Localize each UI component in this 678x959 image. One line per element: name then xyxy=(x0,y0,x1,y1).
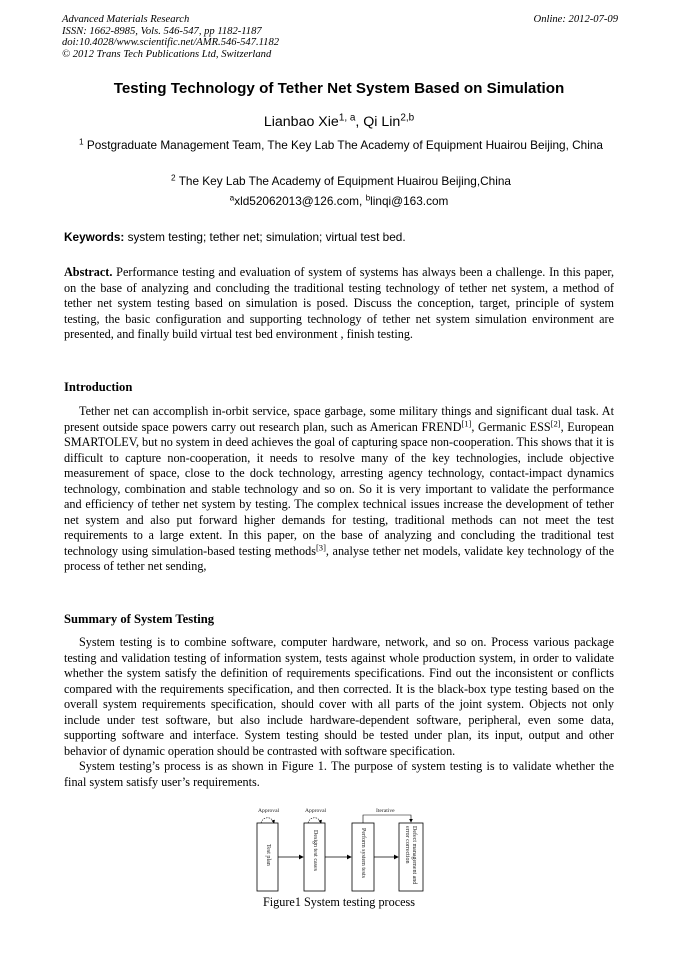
figure-1-diagram xyxy=(256,806,426,892)
email-b-sup: b xyxy=(365,193,371,203)
approval-label-1: Approval xyxy=(258,808,280,814)
box-test-plan-label: Test plan xyxy=(265,844,271,866)
affiliation-2 xyxy=(76,174,606,189)
intro-text-3: , European SMARTOLEV, but no system in deed achieves the goal of capturing space non-cooperation. This shows that it is difficult to capture non-cooperation, it needs to resolve many of the key technologies, include objective measurement of space, close to the dock technology, arresting agency technology, contact-impact dynamics technology, combination and stable technology and so on. So it is very important to validate the performance and efficiency of tether net system by testing. The complex technical issues increase the development of tether net system and also put forward higher demands for testing, traditional methods can not meet the test requirements to a large extent. In this paper, on the base of analyzing and concluding the traditional test technology using simulation-based testing methods xyxy=(64,419,614,558)
email-a-sup: a xyxy=(229,193,235,203)
iterative-label: Iterative xyxy=(376,808,395,814)
journal-name: Advanced Materials Research xyxy=(62,14,190,25)
summary-paragraph-2: System testing’s process is as shown in Figure 1. The purpose of system testing is to validate whether the final system satisfy user’s requirements. xyxy=(64,759,614,789)
abstract xyxy=(64,265,614,343)
affiliation-1-num: 1 xyxy=(79,137,84,147)
affiliation-2-num: 2 xyxy=(171,173,176,183)
journal-issn: ISSN: 1662-8985, Vols. 546-547, pp 1182-1187 xyxy=(62,25,262,37)
keywords-label: Keywords: xyxy=(64,230,125,244)
affiliation-1 xyxy=(76,138,606,153)
iterative-loop xyxy=(363,815,411,823)
online-date: Online: 2012-07-09 xyxy=(533,14,618,25)
abstract-text: Performance testing and evaluation of system of systems has always been a challenge. In this paper, on the base of analyzing and concluding the traditional testing technology of tether net system, a method of tether net system testing based on simulation is posed. Discuss the conception, target, principle of system testing, the basic configuration and supporting technology of tether net system simulation environment are presented, and finally build virtual test bed environment , finish testing. xyxy=(64,265,614,342)
affiliation-2-text: The Key Lab The Academy of Equipment Huairou Beijing,China xyxy=(175,174,511,188)
email-b: linqi@163.com xyxy=(370,194,449,208)
approval-loop-2 xyxy=(308,818,321,823)
intro-ref-1: [1] xyxy=(461,417,472,428)
introduction-heading: Introduction xyxy=(64,380,133,394)
author-2-sup: 2,b xyxy=(400,112,415,124)
box-perform-system-tests-label: Perform system tests xyxy=(360,828,366,878)
journal-header xyxy=(62,14,618,60)
intro-text-2: , Germanic ESS xyxy=(471,419,551,434)
keywords xyxy=(64,230,406,244)
email-line xyxy=(0,194,678,208)
email-separator: , xyxy=(359,194,366,208)
figure-1-caption: Figure1 System testing process xyxy=(263,895,415,909)
author-separator: , xyxy=(355,114,364,130)
approval-label-2: Approval xyxy=(305,808,327,814)
summary-body xyxy=(64,635,614,790)
approval-loop-1 xyxy=(261,818,274,823)
summary-paragraph-1: System testing is to combine software, computer hardware, network, and so on. Process various package testing and validation testing of information system, tests against whole production system, in order to validate whether the system satisfy the definition of requirements specifications. Find out the inconsistent or conflicts compared with the requirements specification, and then corrected. It is the black-box type testing based on the overall system requirements specification, should cover with all parts of the joint system. Objects not only include under test software, but also include hardware-dependent software, peripheral, even some data, supporting software and interface. System testing should be tested under plan, its input, output and other behavior of dynamic operation should be contrasted with software specification. xyxy=(64,635,614,758)
author-1-sup: 1, a xyxy=(338,112,356,124)
intro-ref-3: [3] xyxy=(315,542,326,553)
introduction-body xyxy=(64,404,614,575)
intro-ref-2: [2] xyxy=(550,417,561,428)
email-a: xld52062013@126.com xyxy=(234,194,359,208)
keywords-text: system testing; tether net; simulation; virtual test bed. xyxy=(124,230,406,244)
abstract-label: Abstract. xyxy=(64,265,113,279)
author-1-name: Lianbao Xie xyxy=(263,114,339,130)
author-line xyxy=(0,114,678,130)
box-defect-management-label: Defect management and error correction xyxy=(404,826,417,885)
journal-copyright: © 2012 Trans Tech Publications Ltd, Switzerland xyxy=(62,48,272,60)
affiliation-1-text: Postgraduate Management Team, The Key Lab The Academy of Equipment Huairou Beijing, China xyxy=(83,138,603,152)
intro-text-4: , analyse tether net models, validate key technology of the process of tether net sending, xyxy=(64,543,614,574)
author-2-name: Qi Lin xyxy=(363,114,401,130)
figure-1 xyxy=(256,806,426,892)
paper-title: Testing Technology of Tether Net System Based on Simulation xyxy=(113,80,565,97)
box-design-test-cases-label: Design test cases xyxy=(312,830,318,871)
intro-text-1: Tether net can accomplish in-orbit service, space garbage, some military things and significant dual task. At present outside space powers carry out research plan, such as American FREND xyxy=(64,404,614,434)
journal-doi: doi:10.4028/www.scientific.net/AMR.546-547.1182 xyxy=(62,37,280,49)
summary-heading: Summary of System Testing xyxy=(64,612,215,626)
